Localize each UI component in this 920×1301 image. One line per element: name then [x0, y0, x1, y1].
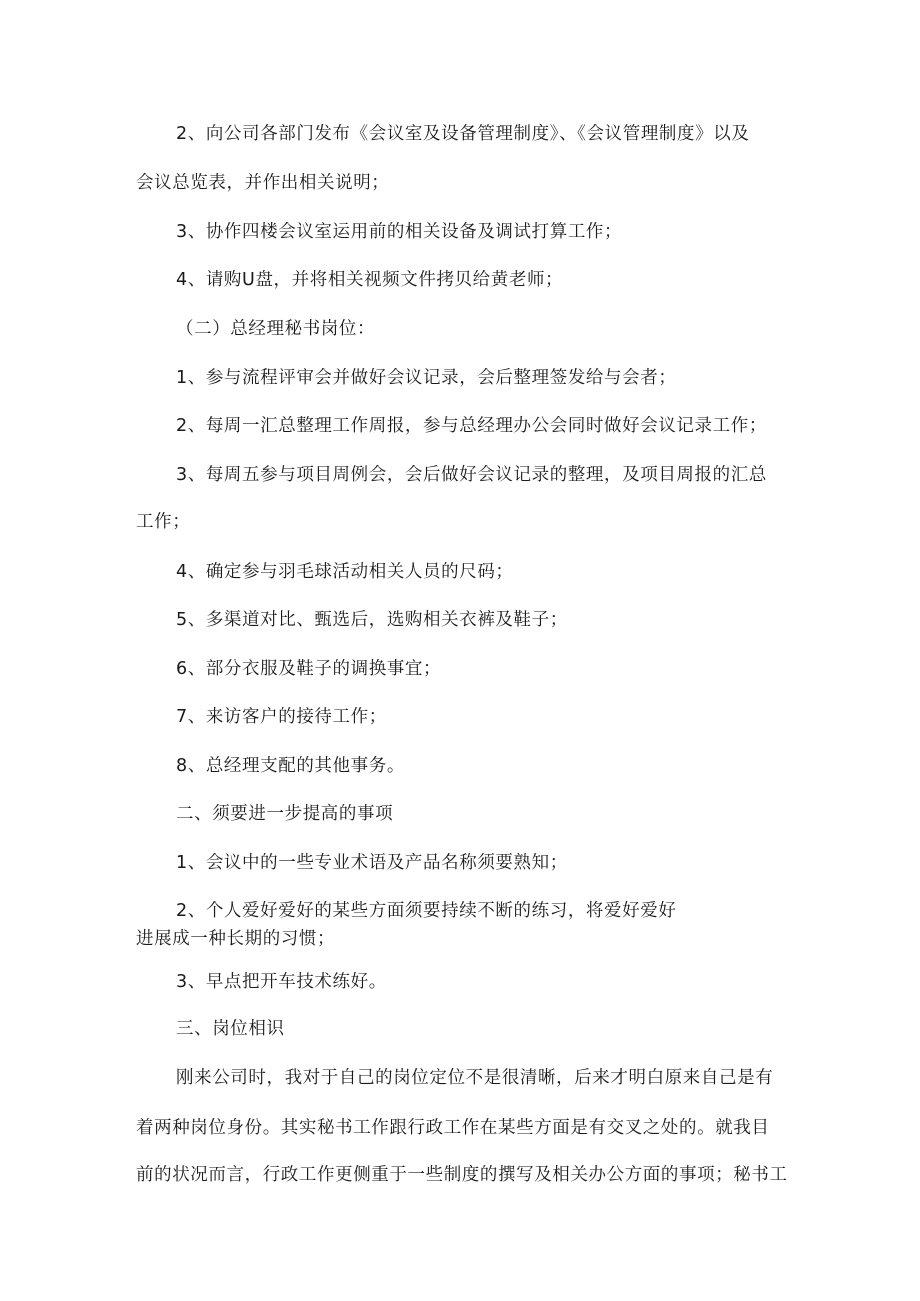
- text-line: 前的状况而言，行政工作更侧重于一些制度的撰写及相关办公方面的事项；秘书工: [136, 1165, 788, 1185]
- text-line: 1、会议中的一些专业术语及产品名称须要熟知；: [176, 853, 568, 873]
- text-line: 工作；: [136, 512, 191, 532]
- section-heading: 三、岗位相识: [176, 1019, 285, 1039]
- text-line: 4、确定参与羽毛球活动相关人员的尺码；: [176, 562, 514, 582]
- text-line: 5、多渠道对比、甄选后，选购相关衣裤及鞋子；: [176, 610, 568, 630]
- text-line: 3、协作四楼会议室运用前的相关设备及调试打算工作；: [176, 222, 623, 242]
- text-line: 4、请购U盘，并将相关视频文件拷贝给黄老师；: [176, 270, 564, 290]
- text-line: 7、来访客户的接待工作；: [176, 707, 387, 727]
- text-line: 6、部分衣服及鞋子的调换事宜；: [176, 659, 442, 679]
- text-line: 刚来公司时，我对于自己的岗位定位不是很清晰，后来才明白原来自己是有: [176, 1068, 774, 1088]
- text-line: 3、每周五参与项目周例会，会后做好会议记录的整理，及项目周报的汇总: [176, 465, 767, 485]
- text-line: 2、每周一汇总整理工作周报，参与总经理办公会同时做好会议记录工作；: [176, 416, 767, 436]
- section-heading: （二）总经理秘书岗位：: [176, 319, 376, 339]
- text-line: 1、参与流程评审会并做好会议记录，会后整理签发给与会者；: [176, 368, 677, 388]
- text-line: 8、总经理支配的其他事务。: [176, 756, 405, 776]
- text-line: 2、向公司各部门发布《会议室及设备管理制度》、《会议管理制度》以及: [176, 124, 750, 144]
- section-heading: 二、须要进一步提高的事项: [176, 804, 394, 824]
- text-line: 会议总览表，并作出相关说明；: [136, 173, 390, 193]
- text-line: 着两种岗位身份。其实秘书工作跟行政工作在某些方面是有交叉之处的。就我目: [136, 1118, 770, 1138]
- text-line: 3、早点把开车技术练好。: [176, 972, 387, 992]
- text-line: 2、个人爱好爱好的某些方面须要持续不断的练习，将爱好爱好: [176, 901, 677, 921]
- text-line: 进展成一种长期的习惯；: [136, 929, 336, 949]
